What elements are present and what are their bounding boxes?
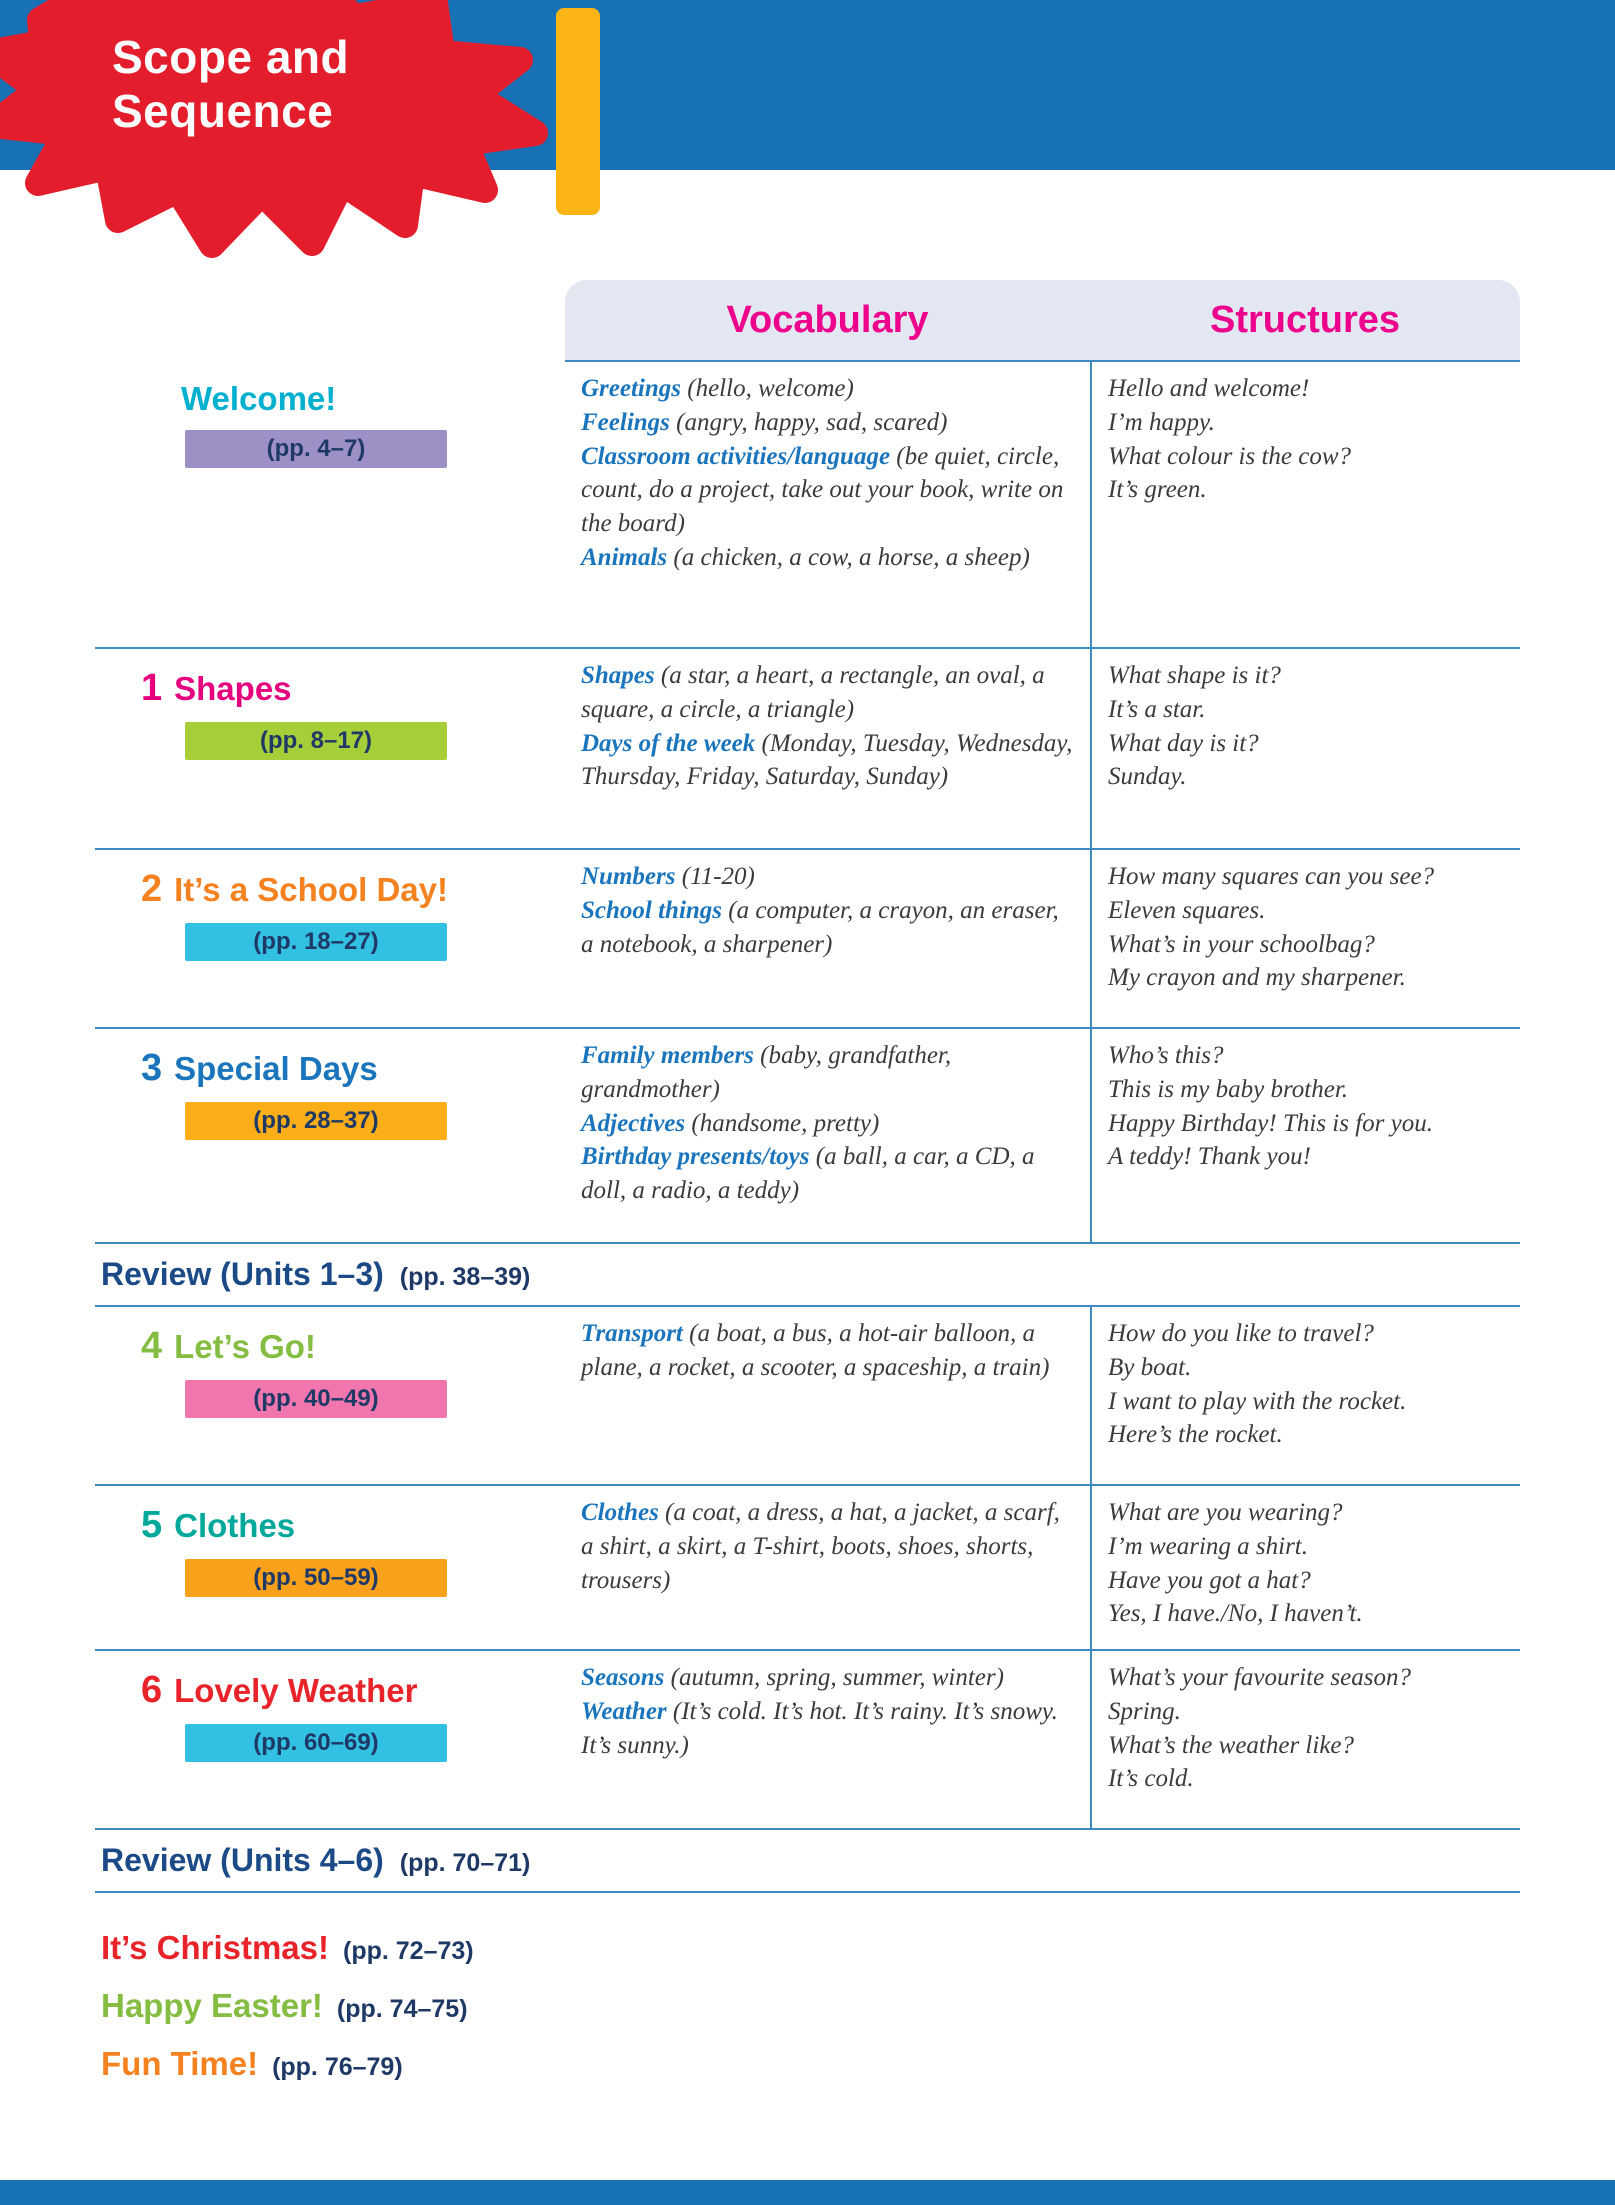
unit-pages-bar: (pp. 28–37) (185, 1102, 447, 1140)
structures-cell (1090, 647, 1520, 848)
vocab-desc: (It’s cold. It’s hot. It’s rainy. It’s snowy. It’s sunny.) (581, 1697, 1058, 1759)
vocab-item (581, 541, 1076, 575)
structure-line: Who’s this? (1108, 1042, 1224, 1069)
vocab-item (581, 894, 1076, 962)
unit-row (95, 1649, 1520, 1828)
unit-title (141, 1325, 565, 1368)
vocab-desc: (a boat, a bus, a hot-air balloon, a plane, a rocket, a scooter, a spaceship, a train) (581, 1320, 1050, 1381)
special-units-list (95, 1929, 1520, 2083)
vocab-term: Transport (581, 1320, 683, 1347)
special-unit-title: Happy Easter! (101, 1987, 323, 2024)
structures-cell (1090, 1305, 1520, 1484)
unit-title (141, 667, 565, 710)
vocab-desc: (a computer, a crayon, an eraser, a notebook, a sharpener) (581, 896, 1059, 958)
unit-number: 5 (141, 1504, 163, 1546)
structure-line: What colour is the cow? (1108, 442, 1352, 470)
structure-line: Eleven squares. (1108, 896, 1266, 924)
vocabulary-cell (565, 1027, 1090, 1242)
vocab-item (581, 1140, 1076, 1208)
unit-title-text: Let’s Go! (174, 1328, 316, 1365)
vocab-desc: (a star, a heart, a rectangle, an oval, a square, a circle, a triangle) (581, 662, 1045, 723)
vocab-term: School things (581, 896, 723, 924)
scope-table-body (95, 360, 1520, 1893)
vocabulary-cell (565, 1484, 1090, 1649)
vocab-term: Days of the week (581, 729, 756, 757)
unit-pages-bar: (pp. 60–69) (185, 1724, 447, 1762)
structure-line: Yes, I have./No, I haven’t. (1108, 1600, 1363, 1628)
structure-line: It’s green. (1108, 476, 1207, 504)
structures-cell (1090, 360, 1520, 647)
structure-line: It’s cold. (1108, 1765, 1194, 1793)
vocab-item (581, 372, 1076, 406)
unit-title-text: It’s a School Day! (174, 871, 448, 908)
header-spacer (95, 280, 565, 360)
page-title (112, 30, 349, 139)
unit-pages-bar: (pp. 18–27) (185, 923, 447, 961)
unit-cell (95, 1027, 565, 1242)
unit-title-text: Clothes (174, 1507, 296, 1544)
vocab-desc: (hello, welcome) (687, 375, 854, 402)
column-header-vocabulary: Vocabulary (726, 298, 929, 341)
vocab-desc: (a chicken, a cow, a horse, a sheep) (673, 543, 1030, 571)
review-pages: (pp. 38–39) (399, 1263, 531, 1291)
unit-row (95, 360, 1520, 647)
unit-pages-bar: (pp. 40–49) (185, 1380, 447, 1418)
structure-line: What’s the weather like? (1108, 1731, 1355, 1759)
special-unit-title: It’s Christmas! (101, 1929, 330, 1966)
unit-number: 3 (141, 1047, 163, 1089)
scope-table-header (95, 280, 1520, 360)
vocab-item (581, 1695, 1076, 1763)
vocabulary-cell (565, 848, 1090, 1027)
vocabulary-cell (565, 1305, 1090, 1484)
vocab-term: Birthday presents/toys (581, 1143, 810, 1171)
unit-cell (95, 647, 565, 848)
unit-cell (95, 1484, 565, 1649)
scope-table (95, 280, 1520, 2103)
structure-line: Spring. (1108, 1697, 1181, 1725)
vocab-desc: (handsome, pretty) (691, 1109, 880, 1137)
unit-title-text: Welcome! (181, 380, 337, 417)
vocab-term: Family members (581, 1042, 754, 1069)
vocab-term: Shapes (581, 662, 655, 689)
vocab-term: Adjectives (581, 1109, 686, 1137)
vocab-term: Feelings (581, 408, 670, 436)
unit-cell (95, 848, 565, 1027)
unit-row (95, 1484, 1520, 1649)
vocab-desc: (Monday, Tuesday, Wednesday, Thursday, Friday, Saturday, Sunday) (581, 729, 1073, 791)
unit-row (95, 1305, 1520, 1484)
review-row (95, 1242, 1520, 1305)
unit-number: 1 (141, 667, 163, 709)
vocab-desc: (a coat, a dress, a hat, a jacket, a scarf, a shirt, a skirt, a T-shirt, boots, shoes, shorts, trousers) (581, 1499, 1060, 1594)
structure-line: How do you like to travel? (1108, 1320, 1374, 1347)
special-unit-item (101, 1929, 1520, 1967)
unit-number: 6 (141, 1669, 163, 1711)
vocab-item (581, 659, 1076, 727)
unit-number: 2 (141, 868, 163, 910)
unit-row (95, 1027, 1520, 1242)
unit-title-text: Shapes (174, 670, 292, 707)
unit-row (95, 848, 1520, 1027)
vocabulary-cell (565, 1649, 1090, 1828)
vocabulary-cell (565, 647, 1090, 848)
structure-line: How many squares can you see? (1108, 863, 1435, 890)
unit-pages-bar: (pp. 50–59) (185, 1559, 447, 1597)
unit-cell (95, 1305, 565, 1484)
unit-cell (95, 360, 565, 647)
vocab-item (581, 1107, 1076, 1141)
unit-pages-bar: (pp. 8–17) (185, 722, 447, 760)
structure-line: This is my baby brother. (1108, 1075, 1349, 1103)
unit-number: 4 (141, 1325, 163, 1367)
structures-cell (1090, 1027, 1520, 1242)
special-unit-title: Fun Time! (101, 2045, 259, 2082)
structure-line: What day is it? (1108, 729, 1259, 757)
vocab-item (581, 727, 1076, 795)
unit-title (141, 868, 565, 911)
vocab-item (581, 1661, 1076, 1695)
vocab-term: Greetings (581, 375, 681, 402)
review-pages: (pp. 70–71) (399, 1849, 531, 1877)
structures-cell (1090, 1484, 1520, 1649)
vocab-desc: (angry, happy, sad, scared) (676, 408, 948, 436)
page-title-line1: Scope and (112, 31, 350, 83)
vocab-term: Animals (581, 543, 668, 571)
structure-line: What’s in your schoolbag? (1108, 930, 1375, 958)
page-title-line2: Sequence (112, 85, 334, 138)
vocab-desc: (be quiet, circle, count, do a project, take out your book, write on the board) (581, 442, 1064, 537)
vocab-item (581, 1496, 1076, 1597)
vocab-term: Clothes (581, 1499, 659, 1526)
structure-line: Here’s the rocket. (1108, 1421, 1283, 1449)
vocab-item (581, 406, 1076, 440)
unit-title (181, 380, 565, 418)
special-unit-item (101, 2045, 1520, 2083)
unit-cell (95, 1649, 565, 1828)
structure-line: What are you wearing? (1108, 1499, 1343, 1526)
structure-line: Hello and welcome! (1108, 375, 1310, 402)
unit-title (141, 1669, 565, 1712)
structure-line: Sunday. (1108, 763, 1187, 791)
unit-title (141, 1047, 565, 1090)
unit-row (95, 647, 1520, 848)
unit-title (141, 1504, 565, 1547)
vocab-item (581, 1317, 1076, 1385)
vocab-desc: (a ball, a car, a CD, a doll, a radio, a teddy) (581, 1143, 1035, 1204)
structure-line: I’m wearing a shirt. (1108, 1532, 1308, 1560)
review-row (95, 1828, 1520, 1893)
structure-line: What’s your favourite season? (1108, 1664, 1411, 1691)
vocab-term: Numbers (581, 863, 676, 890)
structures-cell (1090, 848, 1520, 1027)
structure-line: What shape is it? (1108, 662, 1281, 689)
vocab-desc: (baby, grandfather, grandmother) (581, 1042, 952, 1103)
structure-line: I want to play with the rocket. (1108, 1387, 1407, 1415)
bottom-banner-band (0, 2180, 1615, 2205)
vocab-term: Seasons (581, 1664, 665, 1691)
special-unit-pages: (pp. 76–79) (272, 2053, 403, 2081)
structure-line: By boat. (1108, 1353, 1192, 1381)
vocab-item (581, 1039, 1076, 1107)
structures-cell (1090, 1649, 1520, 1828)
unit-title-text: Lovely Weather (174, 1672, 418, 1709)
vocabulary-cell (565, 360, 1090, 647)
column-header-band (565, 280, 1520, 360)
structure-line: It’s a star. (1108, 695, 1206, 723)
review-title: Review (Units 1–3) (101, 1256, 384, 1292)
vocab-term: Weather (581, 1697, 667, 1725)
structure-line: Happy Birthday! This is for you. (1108, 1109, 1433, 1137)
structure-line: My crayon and my sharpener. (1108, 964, 1406, 992)
vocab-item (581, 440, 1076, 541)
special-unit-pages: (pp. 74–75) (336, 1995, 468, 2023)
vocab-desc: (11-20) (681, 863, 755, 890)
vocab-desc: (autumn, spring, summer, winter) (670, 1664, 1004, 1691)
vocab-item (581, 860, 1076, 894)
structure-line: A teddy! Thank you! (1108, 1143, 1311, 1171)
unit-title-text: Special Days (174, 1050, 378, 1087)
special-unit-pages: (pp. 72–73) (343, 1937, 474, 1965)
vocab-term: Classroom activities/language (581, 442, 891, 470)
structure-line: I’m happy. (1108, 408, 1215, 436)
special-unit-item (101, 1987, 1520, 2025)
column-header-structures: Structures (1209, 298, 1401, 341)
unit-pages-bar: (pp. 4–7) (185, 430, 447, 468)
structure-line: Have you got a hat? (1108, 1566, 1311, 1594)
review-title: Review (Units 4–6) (101, 1842, 384, 1878)
